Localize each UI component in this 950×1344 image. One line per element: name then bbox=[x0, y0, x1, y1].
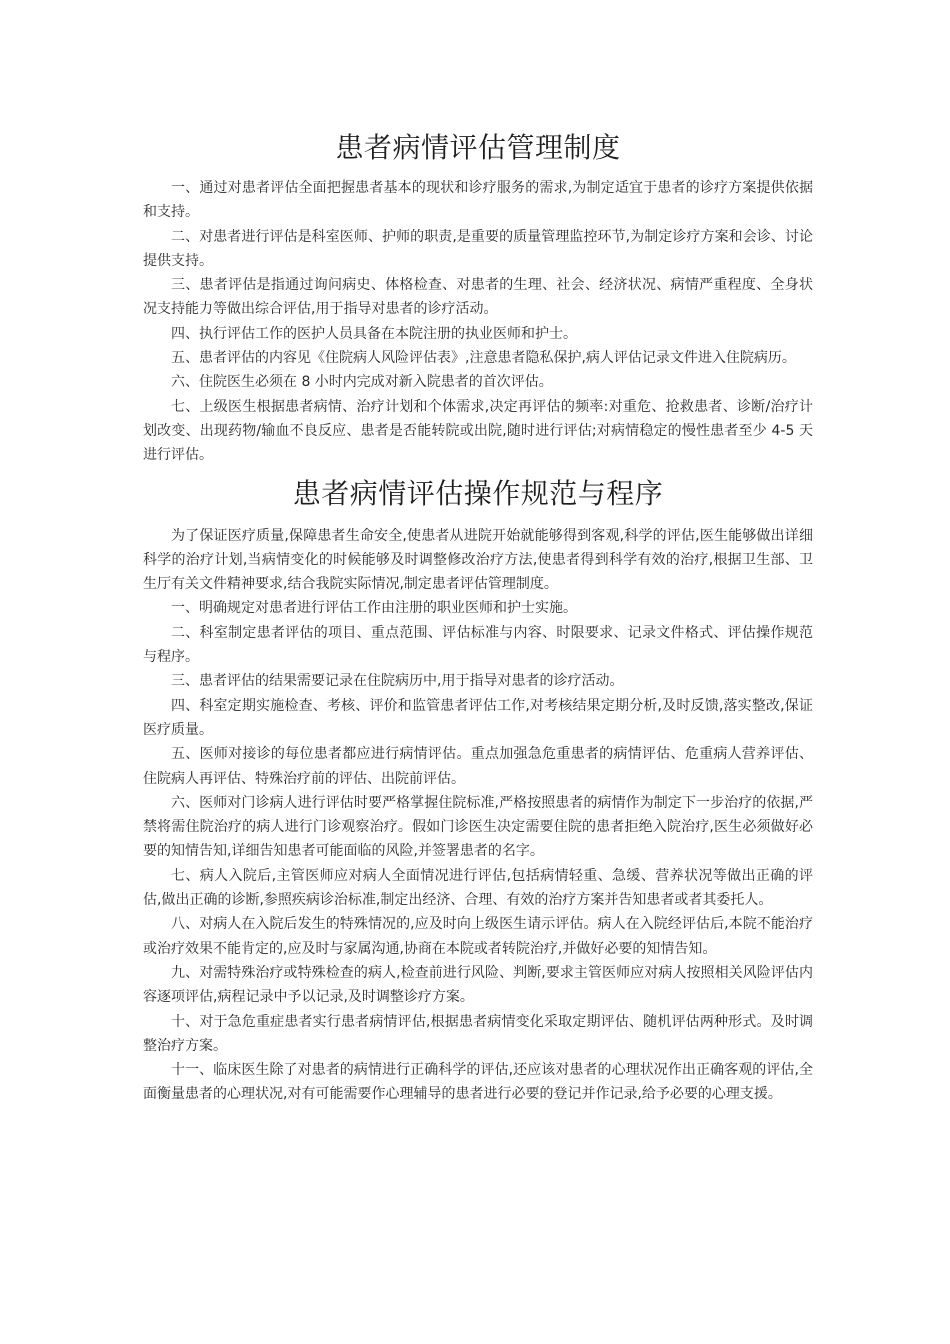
paragraph: 五、医师对接诊的每位患者都应进行病情评估。重点加强急危重患者的病情评估、危重病人营养评估、住院病人再评估、特殊治疗前的评估、出院前评估。 bbox=[143, 746, 813, 787]
paragraph: 一、明确规定对患者进行评估工作由注册的职业医师和护士实施。 bbox=[171, 600, 577, 617]
section-management-policy bbox=[143, 176, 813, 468]
paragraph: 七、上级医生根据患者病情、治疗计划和个体需求,决定再评估的频率:对重危、抢救患者、诊断/治疗计划改变、出现药物/输血不良反应、患者是否能转院或出院,随时进行评估;对病情稳定的慢性患者至少 4-5 天进行评估。 bbox=[143, 398, 813, 464]
paragraph: 九、对需特殊治疗或特殊检查的病人,检查前进行风险、判断,要求主管医师应对病人按照相关风险评估内容逐项评估,病程记录中予以记录,及时调整诊疗方案。 bbox=[143, 964, 813, 1006]
paragraph: 二、对患者进行评估是科室医师、护师的职责,是重要的质量管理监控环节,为制定诊疗方案和会诊、讨论提供支持。 bbox=[143, 228, 813, 269]
paragraph: 一、通过对患者评估全面把握患者基本的现状和诊疗服务的需求,为制定适宜于患者的诊疗方案提供依据和支持。 bbox=[143, 180, 813, 221]
section-operating-procedure bbox=[143, 524, 813, 1107]
paragraph: 六、医师对门诊病人进行评估时要严格掌握住院标准,严格按照患者的病情作为制定下一步治疗的依据,严禁将需住院治疗的病人进行门诊观察治疗。假如门诊医生决定需要住院的患者拒绝入院治疗,医生必须做好必要的知情告知,详细告知患者可能面临的风险,并签署患者的名字。 bbox=[143, 794, 813, 860]
paragraph: 十一、临床医生除了对患者的病情进行正确科学的评估,还应该对患者的心理状况作出正确客观的评估,全面衡量患者的心理状况,对有可能需要作心理辅导的患者进行必要的登记并作记录,给予必要的心理支援。 bbox=[143, 1062, 813, 1103]
document-page bbox=[143, 128, 813, 1107]
paragraph: 二、科室制定患者评估的项目、重点范围、评估标准与内容、时限要求、记录文件格式、评估操作规范与程序。 bbox=[143, 624, 813, 666]
paragraph: 五、患者评估的内容见《住院病人风险评估表》,注意患者隐私保护,病人评估记录文件进入住院病历。 bbox=[171, 350, 796, 367]
paragraph: 三、患者评估是指通过询问病史、体格检查、对患者的生理、社会、经济状况、病情严重程度、全身状况支持能力等做出综合评估,用于指导对患者的诊疗活动。 bbox=[143, 277, 813, 318]
paragraph: 六、住院医生必须在 8 小时内完成对新入院患者的首次评估。 bbox=[171, 374, 553, 391]
section-title: 患者病情评估操作规范与程序 bbox=[292, 476, 664, 510]
paragraph: 十、对于急危重症患者实行患者病情评估,根据患者病情变化采取定期评估、随机评估两种形式。及时调整治疗方案。 bbox=[143, 1013, 813, 1054]
paragraph: 三、患者评估的结果需要记录在住院病历中,用于指导对患者的诊疗活动。 bbox=[171, 673, 624, 690]
paragraph: 七、病人入院后,主管医师应对病人全面情况进行评估,包括病情轻重、急缓、营养状况等做出正确的评估,做出正确的诊断,参照疾病诊治标准,制定出经济、合理、有效的治疗方案并告知患者或者其委托人。 bbox=[143, 867, 813, 909]
paragraph: 四、执行评估工作的医护人员具备在本院注册的执业医师和护士。 bbox=[171, 325, 577, 342]
paragraph: 八、对病人在入院后发生的特殊情况的,应及时向上级医生请示评估。病人在入院经评估后,本院不能治疗或治疗效果不能肯定的,应及时与家属沟通,协商在本院或者转院治疗,并做好必要的知情告知。 bbox=[143, 916, 813, 957]
paragraph: 为了保证医疗质量,保障患者生命安全,使患者从进院开始就能够得到客观,科学的评估,医生能够做出详细科学的治疗计划,当病情变化的时候能够及时调整修改治疗方法,使患者得到科学有效的治疗,根据卫生部、卫生厅有关文件精神要求,结合我院实际情况,制定患者评估管理制度。 bbox=[143, 527, 813, 593]
document-title: 患者病情评估管理制度 bbox=[335, 131, 621, 164]
paragraph: 四、科室定期实施检查、考核、评价和监管患者评估工作,对考核结果定期分析,及时反馈,落实整改,保证医疗质量。 bbox=[143, 697, 813, 738]
